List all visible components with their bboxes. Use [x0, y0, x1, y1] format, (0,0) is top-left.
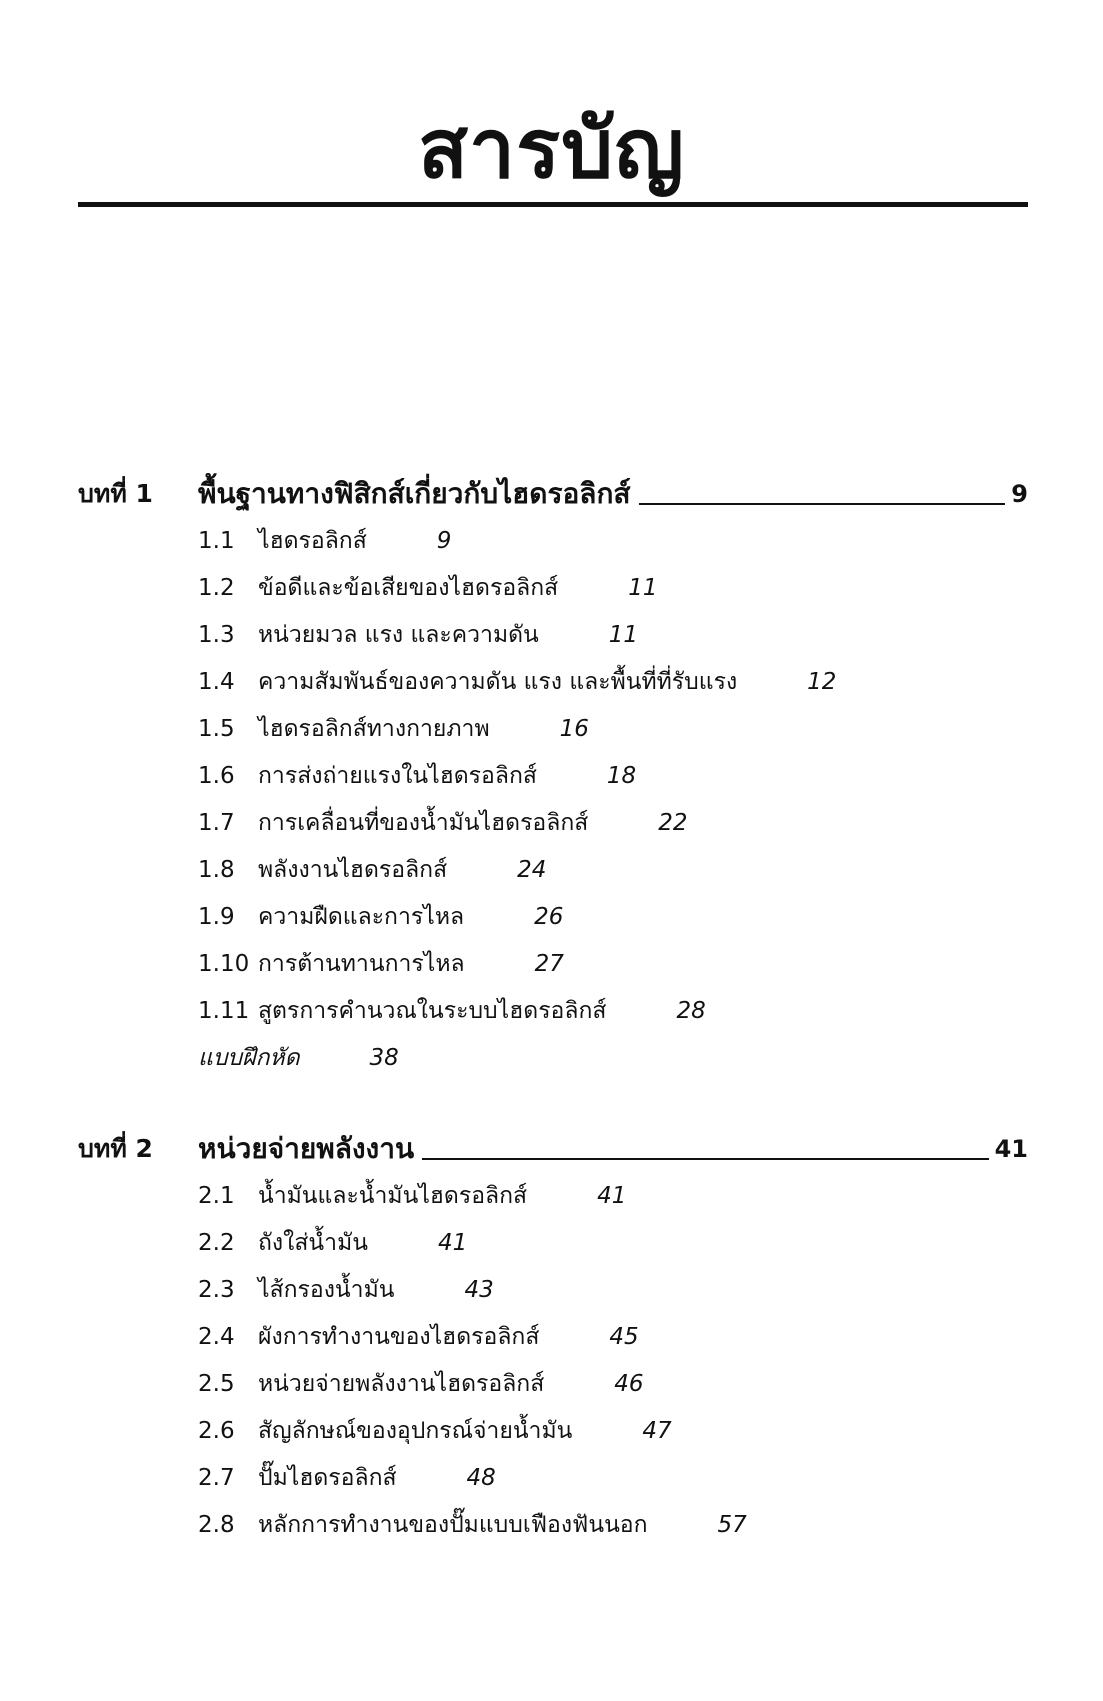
chapter-title: หน่วยจ่ายพลังงาน: [198, 1132, 415, 1165]
section-page-number: 46: [614, 1370, 644, 1397]
section-page-number: 57: [717, 1511, 747, 1538]
section-title: การเคลื่อนที่ของน้ำมันไฮดรอลิกส์: [258, 809, 589, 836]
chapter-number: บทที่ 1: [78, 479, 153, 508]
chapter-heading[interactable]: [78, 471, 1028, 511]
toc-entry[interactable]: [198, 987, 1028, 1034]
section-page-number: 43: [464, 1276, 494, 1303]
section-title: สูตรการคำนวณในระบบไฮดรอลิกส์: [258, 997, 607, 1024]
section-number: 1.5: [198, 715, 235, 742]
section-title: การส่งถ่ายแรงในไฮดรอลิกส์: [258, 762, 537, 789]
section-title: น้ำมันและน้ำมันไฮดรอลิกส์: [258, 1182, 528, 1209]
toc-entry[interactable]: [198, 1501, 1028, 1548]
section-title: หน่วยมวล แรง และความดัน: [258, 621, 539, 648]
section-number: 1.9: [198, 903, 235, 930]
section-title: หน่วยจ่ายพลังงานไฮดรอลิกส์: [258, 1370, 545, 1397]
exercise-page-number: 38: [369, 1044, 399, 1071]
chapter-title: พื้นฐานทางฟิสิกส์เกี่ยวกับไฮดรอลิกส์: [198, 477, 631, 510]
title-divider: [78, 202, 1028, 207]
section-title: การต้านทานการไหล: [258, 950, 465, 977]
section-title: สัญลักษณ์ของอุปกรณ์จ่ายน้ำมัน: [258, 1417, 573, 1444]
section-number: 2.8: [198, 1511, 235, 1538]
section-page-number: 18: [606, 762, 637, 789]
section-page-number: 26: [534, 903, 564, 930]
section-title: ไฮดรอลิกส์: [258, 527, 367, 554]
toc-entry[interactable]: [198, 1172, 1028, 1219]
section-title: ไฮดรอลิกส์ทางกายภาพ: [258, 715, 490, 742]
section-page-number: 41: [597, 1182, 627, 1209]
section-page-number: 12: [807, 668, 837, 695]
section-number: 1.10: [198, 950, 250, 977]
toc-entry[interactable]: [198, 1454, 1028, 1501]
toc-entry[interactable]: [198, 1313, 1028, 1360]
toc-entry[interactable]: [198, 1360, 1028, 1407]
chapter-number: บทที่ 2: [78, 1134, 153, 1163]
section-page-number: 11: [628, 574, 658, 601]
section-number: 1.3: [198, 621, 235, 648]
section-page-number: 24: [517, 856, 547, 883]
toc-entry[interactable]: [198, 658, 1028, 705]
toc-entry[interactable]: [198, 611, 1028, 658]
section-title: พลังงานไฮดรอลิกส์: [258, 856, 448, 883]
section-number: 1.2: [198, 574, 235, 601]
chapter-page-number: 9: [1011, 480, 1028, 508]
section-page-number: 27: [534, 950, 564, 977]
toc-entry[interactable]: [198, 1266, 1028, 1313]
section-page-number: 11: [608, 621, 639, 648]
section-page-number: 45: [609, 1323, 639, 1350]
leader-line: [422, 1158, 989, 1160]
section-title: ไส้กรองน้ำมัน: [258, 1276, 395, 1303]
section-page-number: 47: [642, 1417, 672, 1444]
toc-entry[interactable]: [198, 752, 1028, 799]
toc-entry[interactable]: [198, 1407, 1028, 1454]
toc-entry[interactable]: [198, 517, 1028, 564]
leader-line: [639, 503, 1006, 505]
section-number: 2.7: [198, 1464, 235, 1491]
section-title: ความฝืดและการไหล: [258, 903, 465, 930]
section-title: ถังใส่น้ำมัน: [258, 1229, 368, 1256]
section-number: 2.6: [198, 1417, 235, 1444]
section-title: ผังการทำงานของไฮดรอลิกส์: [258, 1323, 540, 1350]
section-page-number: 48: [466, 1464, 496, 1491]
page-title: สารบัญ: [417, 102, 686, 197]
section-number: 2.3: [198, 1276, 235, 1303]
section-page-number: 41: [437, 1229, 468, 1256]
toc-entry[interactable]: [198, 705, 1028, 752]
exercise-title: แบบฝึกหัด: [198, 1044, 300, 1071]
section-list: [198, 517, 1028, 1081]
section-page-number: 22: [658, 809, 688, 836]
section-number: 2.4: [198, 1323, 235, 1350]
section-page-number: 9: [436, 527, 452, 554]
toc-entry-exercise[interactable]: [198, 1034, 1028, 1081]
section-title: ข้อดีและข้อเสียของไฮดรอลิกส์: [258, 574, 559, 601]
chapter-2: [78, 1126, 1028, 1548]
toc-entry[interactable]: [198, 846, 1028, 893]
section-title: หลักการทำงานของปั๊มแบบเฟืองฟันนอก: [258, 1511, 648, 1538]
section-list: [198, 1172, 1028, 1548]
section-title: ปั๊มไฮดรอลิกส์: [258, 1464, 397, 1491]
section-title: ความสัมพันธ์ของความดัน แรง และพื้นที่ที่รับแรง: [258, 668, 738, 695]
section-number: 1.7: [198, 809, 235, 836]
toc-entry[interactable]: [198, 564, 1028, 611]
section-number: 2.5: [198, 1370, 235, 1397]
section-number: 1.8: [198, 856, 235, 883]
section-number: 1.1: [198, 527, 235, 554]
section-number: 1.4: [198, 668, 235, 695]
section-number: 1.6: [198, 762, 235, 789]
section-number: 2.2: [198, 1229, 235, 1256]
chapter-page-number: 41: [994, 1135, 1028, 1163]
toc-entry[interactable]: [198, 799, 1028, 846]
chapter-1: [78, 471, 1028, 1081]
section-page-number: 16: [559, 715, 589, 742]
chapter-heading[interactable]: [78, 1126, 1028, 1166]
toc-entry[interactable]: [198, 893, 1028, 940]
section-page-number: 28: [676, 997, 706, 1024]
toc-entry[interactable]: [198, 940, 1028, 987]
section-number: 1.11: [198, 997, 250, 1024]
toc-entry[interactable]: [198, 1219, 1028, 1266]
section-number: 2.1: [198, 1182, 235, 1209]
